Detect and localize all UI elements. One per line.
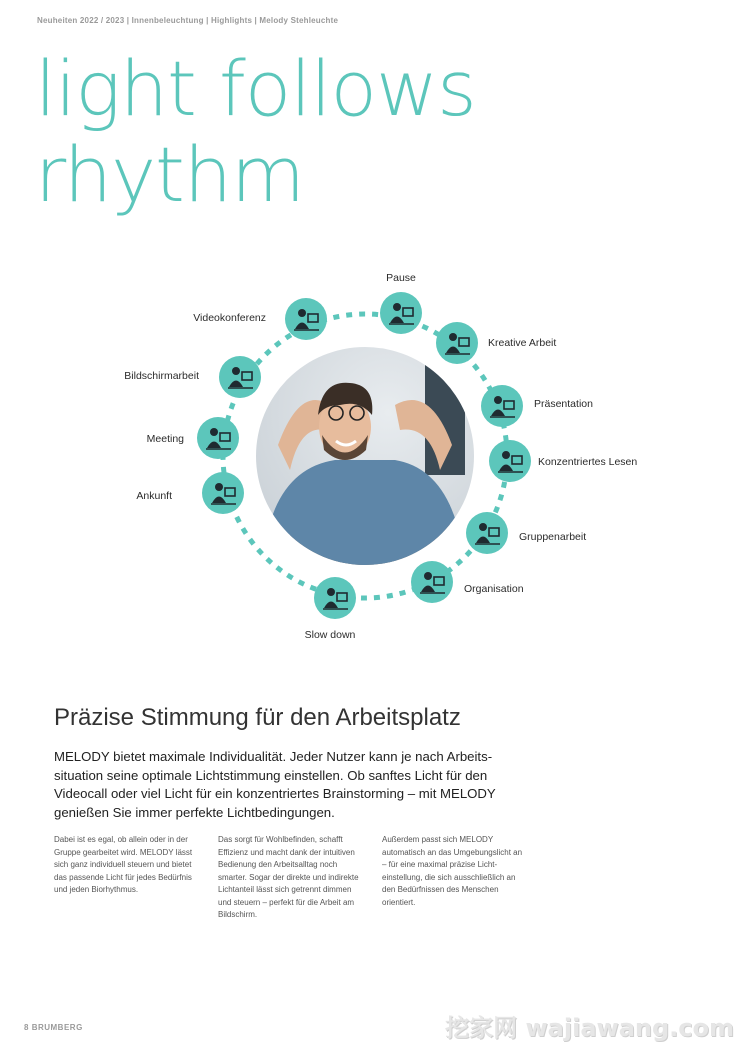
person-at-laptop-icon [380,292,422,334]
breadcrumb: Neuheiten 2022 / 2023 | Innenbeleuchtung | Highlights | Melody Stehleuchte [37,16,339,25]
page-number: 8 [24,1023,29,1032]
presenter-icon [481,385,523,427]
wheel-label: Organisation [464,583,524,595]
icon-badge [202,472,244,514]
wheel-label: Videokonferenz [193,312,266,324]
group-table-icon [466,512,508,554]
reader-icon [489,440,531,482]
wheel-label: Ankunft [136,490,172,502]
headline [35,46,476,218]
body-column-3: Außerdem passt sich MELODY automatisch an das Umgebungslicht an – für eine maximal präzise Lichteinstellung, die sich ausschließlich an den Bedürfnissen des Menschen orientiert. [382,835,523,907]
wheel-label: Meeting [146,433,184,445]
icon-badge [314,577,356,619]
chat-people-icon [314,577,356,619]
photo-man-relaxing [256,347,476,575]
icon-badge [466,512,508,554]
wheel-graphic [0,255,744,655]
brand-name: BRUMBERG [31,1023,83,1032]
wheel-label: Pause [386,272,416,284]
page-footer [24,1023,83,1032]
wheel-label: Präsentation [534,398,593,410]
video-call-icon [285,298,327,340]
wheel-label: Konzentriertes Lesen [538,456,638,468]
person-at-monitor-icon [436,322,478,364]
body-column-1: Dabei ist es egal, ob allein oder in der Gruppe gearbeitet wird. MELODY lässt sich ganz individuell steuern und bietet das passende Licht für jedes Bedürfnis und jeden Biorhythmus. [54,835,193,894]
door-arrival-icon [202,472,244,514]
lead-paragraph: MELODY bietet maximale Individualität. Jeder Nutzer kann je nach Arbeitssituation seine optimale Lichtstimmung einstellen. Ob sanftes Licht für den Videocall oder viel Licht für ein konzentriertes Brainstorming – mit MELODY genießen Sie immer perfekte Lichtbedingungen. [54,749,496,820]
section-title: Präzise Stimmung für den Arbeitsplatz [54,704,461,731]
body-column-2: Das sorgt für Wohlbefinden, schafft Effizienz und macht dank der intuitiven Bedienung den Arbeitsalltag noch smarter. Sogar der direkte und indirekte Lichtanteil lässt sich getrennt dimmen und steuern – perfekt für die Arbeit am Bildschirm. [218,835,359,919]
person-laptop-icon [411,561,453,603]
icon-badge [219,356,261,398]
icon-badge [436,322,478,364]
headline-line-1: light follows [35,44,476,133]
icon-badge [481,385,523,427]
watermark: 挖家网 wajiawang.com [445,1014,734,1042]
wheel-label: Bildschirmarbeit [124,370,199,382]
wheel-label: Slow down [304,629,356,641]
icon-badge [411,561,453,603]
icon-badge [285,298,327,340]
icon-badge [197,417,239,459]
icon-badge [489,440,531,482]
activity-wheel [0,255,744,655]
network-people-icon [197,417,239,459]
wheel-label: Kreative Arbeit [488,337,557,349]
headline-line-2: rhythm [35,130,305,219]
icon-badge [380,292,422,334]
screen-work-icon [219,356,261,398]
wheel-label: Gruppenarbeit [519,531,587,543]
